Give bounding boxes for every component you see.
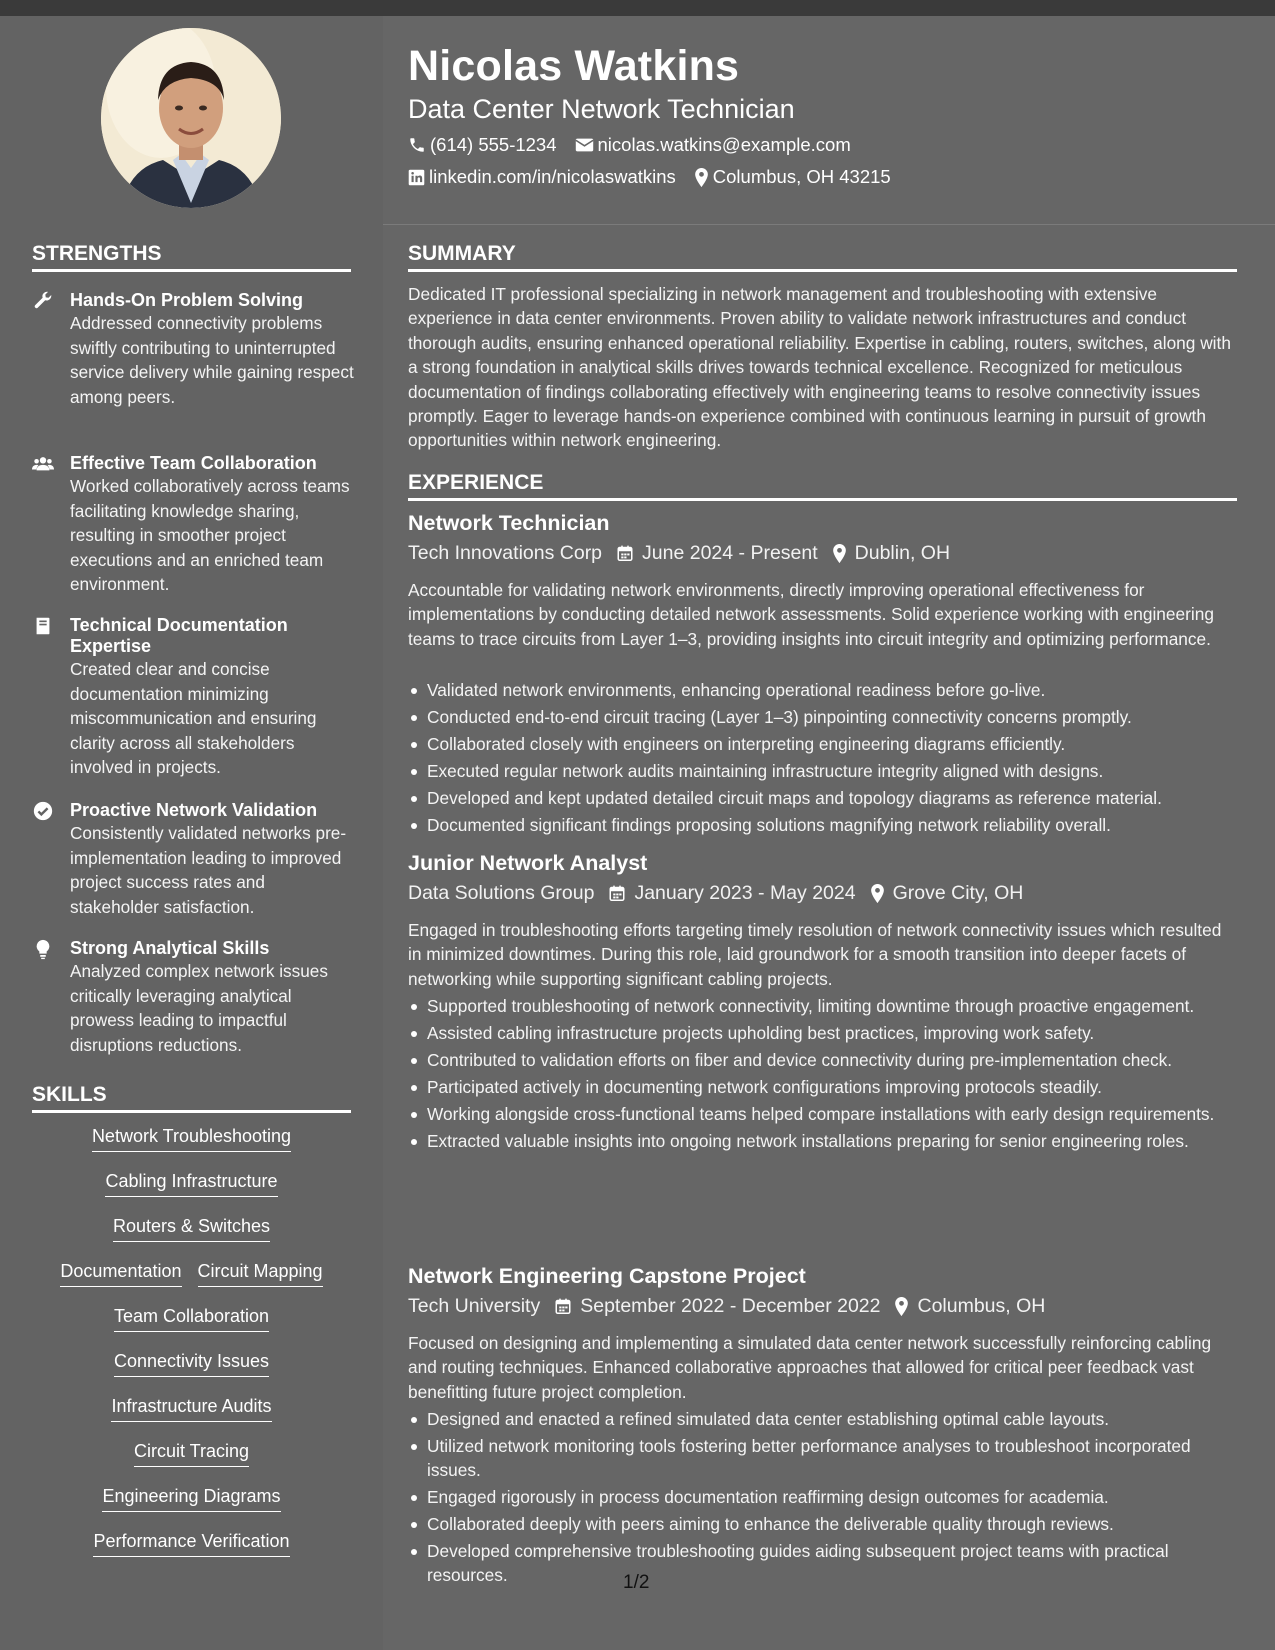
skill-row: [32, 1531, 351, 1576]
calendar-icon: [554, 1297, 572, 1316]
skill-row: [32, 1306, 351, 1351]
summary-text: Dedicated IT professional specializing in network management and troubleshooting with extensive experience in data center environments. Proven ability to validate network infrastructures and conduct thorough audits, ensuring enhanced operational reliability. Expertise in cabling, routers, switches, along with a strong foundation in analytical skills drives towards technical excellence. Recognized for meticulous documentation of findings collaborating effectively with engineering teams to resolve connectivity issues promptly. Eager to leverage hands-on experience combined with continuous learning in pursuit of growth opportunities within network engineering.: [408, 284, 1231, 451]
top-bar: [0, 0, 1275, 16]
header-divider: [383, 224, 1275, 225]
bullet-item: Documented significant findings proposing solutions magnifying network reliability overall.: [408, 813, 1240, 837]
bullet-item: Extracted valuable insights into ongoing network installations preparing for senior engineering roles.: [408, 1129, 1240, 1153]
company-name: Tech University: [408, 1295, 541, 1317]
phone-item: [408, 134, 557, 156]
page-number: 1/2: [623, 1572, 650, 1593]
bullet-item: Engaged rigorously in process documentation reaffirming design outcomes for academia.: [408, 1485, 1240, 1509]
job-location: [894, 1295, 1045, 1318]
job-title: Network Technician: [408, 511, 610, 535]
linkedin-icon: [408, 169, 425, 186]
map-marker-icon: [870, 884, 885, 903]
job-dates-text: January 2023 - May 2024: [634, 882, 856, 904]
job-bullets: [408, 994, 1240, 1155]
bullet-item: Executed regular network audits maintaining infrastructure integrity aligned with designs.: [408, 759, 1240, 783]
calendar-icon: [616, 544, 634, 563]
job-location: [832, 542, 950, 565]
experience-heading: EXPERIENCE: [408, 471, 1237, 501]
strength-desc: Worked collaboratively across teams facilitating knowledge sharing, resulting in smoother project executions and an enriched team environment.: [70, 476, 350, 594]
skill-tag: Infrastructure Audits: [111, 1396, 271, 1422]
map-marker-icon: [694, 168, 709, 187]
job-location-text: Columbus, OH: [917, 1295, 1046, 1317]
users-icon: [32, 453, 54, 475]
job-dates-text: September 2022 - December 2022: [580, 1295, 881, 1317]
bullet-item: Designed and enacted a refined simulated data center establishing optimal cable layouts.: [408, 1407, 1240, 1431]
skill-tag: Engineering Diagrams: [102, 1486, 280, 1512]
bullet-item: Working alongside cross-functional teams helped compare installations with early design requirements.: [408, 1102, 1240, 1126]
skill-tag: Documentation: [60, 1261, 181, 1287]
strength-item: [32, 800, 357, 919]
linkedin-item[interactable]: [408, 166, 676, 188]
left-sidebar: [0, 16, 383, 1650]
job-bullets: [408, 678, 1240, 839]
phone-text: (614) 555-1234: [430, 134, 557, 155]
strength-item: [32, 453, 357, 597]
bullet-item: Participated actively in documenting network configurations improving protocols steadily.: [408, 1075, 1240, 1099]
calendar-icon: [608, 884, 626, 903]
job-meta: [408, 1295, 1059, 1318]
job-location-text: Grove City, OH: [892, 882, 1024, 904]
skill-row: [32, 1441, 351, 1486]
skill-tag: Circuit Tracing: [134, 1441, 249, 1467]
skill-row: [32, 1261, 351, 1306]
skill-tag: Performance Verification: [93, 1531, 289, 1557]
bullet-item: Conducted end-to-end circuit tracing (Layer 1–3) pinpointing connectivity concerns promptly.: [408, 705, 1240, 729]
skill-row: [32, 1171, 351, 1216]
strengths-heading: STRENGTHS: [32, 242, 351, 272]
check-circle-icon: [32, 800, 54, 822]
job-meta: [408, 882, 1037, 905]
strength-item: [32, 938, 357, 1057]
job-title: Network Engineering Capstone Project: [408, 1264, 806, 1288]
company-name: Data Solutions Group: [408, 882, 595, 904]
strength-desc: Created clear and concise documentation minimizing miscommunication and ensuring clarity across all stakeholders involved in projects.: [70, 659, 317, 777]
skill-tag: Network Troubleshooting: [92, 1126, 291, 1152]
job-location-text: Dublin, OH: [854, 542, 951, 564]
job-description: Focused on designing and implementing a simulated data center network successfully reinforcing cabling and routing techniques. Enhanced collaborative approaches that allowed for critical peer feedback vast benefitting future project completion.: [408, 1333, 1212, 1402]
bullet-item: Assisted cabling infrastructure projects upholding best practices, improving work safety.: [408, 1021, 1240, 1045]
skill-row: [32, 1216, 351, 1261]
skill-row: [32, 1126, 351, 1171]
bullet-item: Collaborated closely with engineers on interpreting engineering diagrams efficiently.: [408, 732, 1240, 756]
email-text[interactable]: nicolas.watkins@example.com: [597, 134, 851, 155]
company-name: Tech Innovations Corp: [408, 542, 603, 564]
skill-tag: Circuit Mapping: [198, 1261, 323, 1287]
job-title: Junior Network Analyst: [408, 851, 648, 875]
job-meta: [408, 542, 964, 565]
map-marker-icon: [894, 1297, 909, 1316]
strength-title: Technical Documentation Expertise: [70, 615, 288, 656]
strength-desc: Consistently validated networks pre-implementation leading to improved project success rates and stakeholder satisfaction.: [70, 823, 347, 917]
skill-tag: Connectivity Issues: [114, 1351, 269, 1377]
contact-row: [408, 166, 891, 188]
envelope-icon: [575, 137, 594, 153]
bullet-item: Contributed to validation efforts on fiber and device connectivity during pre-implementation check.: [408, 1048, 1240, 1072]
job-dates: [608, 882, 855, 905]
candidate-name: Nicolas Watkins: [408, 42, 740, 90]
strength-item: [32, 290, 357, 409]
skills-heading: SKILLS: [32, 1083, 351, 1113]
job-description: Accountable for validating network environments, directly improving operational effectiveness for implementations by conducting detailed network assessments. Solid experience working with engineering teams to trace circuits from Layer 1–3, providing insights into circuit integrity and optimizing performance.: [408, 580, 1214, 649]
location-item: [694, 166, 891, 188]
bullet-item: Utilized network monitoring tools fostering better performance analyses to troubleshoot incorporated issues.: [408, 1434, 1240, 1483]
map-marker-icon: [832, 544, 847, 563]
strength-desc: Analyzed complex network issues critically leveraging analytical prowess leading to impactful disruptions reductions.: [70, 961, 328, 1055]
strength-title: Strong Analytical Skills: [70, 938, 270, 958]
bullet-item: Supported troubleshooting of network connectivity, limiting downtime through proactive engagement.: [408, 994, 1240, 1018]
job-dates: [616, 542, 818, 565]
email-item[interactable]: [575, 134, 851, 156]
phone-icon: [408, 136, 426, 154]
profile-photo: [101, 28, 281, 208]
job-dates-text: June 2024 - Present: [642, 542, 818, 564]
candidate-title: Data Center Network Technician: [408, 94, 795, 124]
strength-title: Effective Team Collaboration: [70, 453, 317, 473]
skill-row: [32, 1486, 351, 1531]
skill-tag: Routers & Switches: [113, 1216, 270, 1242]
contact-row: [408, 134, 851, 156]
location-text: Columbus, OH 43215: [712, 166, 891, 187]
job-dates: [554, 1295, 880, 1318]
strength-title: Proactive Network Validation: [70, 800, 318, 820]
job-bullets: [408, 1407, 1240, 1590]
skill-row: [32, 1396, 351, 1441]
skill-row: [32, 1351, 351, 1396]
main-content: [383, 16, 1275, 1650]
strength-title: Hands-On Problem Solving: [70, 290, 304, 310]
skill-tag: Cabling Infrastructure: [105, 1171, 277, 1197]
job-location: [870, 882, 1024, 905]
bullet-item: Developed comprehensive troubleshooting guides aiding subsequent project teams with practical resources.: [408, 1539, 1240, 1588]
linkedin-text[interactable]: linkedin.com/in/nicolaswatkins: [429, 166, 676, 187]
job-description: Engaged in troubleshooting efforts targeting timely resolution of network connectivity issues which resulted in minimized downtimes. During this role, laid groundwork for a smooth transition into deeper facets of networking while supporting significant cabling projects.: [408, 920, 1222, 989]
bullet-item: Developed and kept updated detailed circuit maps and topology diagrams as reference material.: [408, 786, 1240, 810]
bullet-item: Collaborated deeply with peers aiming to enhance the deliverable quality through reviews.: [408, 1512, 1240, 1536]
lightbulb-icon: [32, 938, 54, 960]
summary-heading: SUMMARY: [408, 242, 1237, 272]
strength-item: [32, 615, 357, 780]
book-icon: [32, 615, 54, 637]
bullet-item: Validated network environments, enhancing operational readiness before go-live.: [408, 678, 1240, 702]
skill-tag: Team Collaboration: [114, 1306, 269, 1332]
skills-list: [32, 1126, 351, 1576]
wrench-icon: [32, 290, 54, 312]
strength-desc: Addressed connectivity problems swiftly contributing to uninterrupted service delivery while gaining respect among peers.: [70, 313, 354, 407]
